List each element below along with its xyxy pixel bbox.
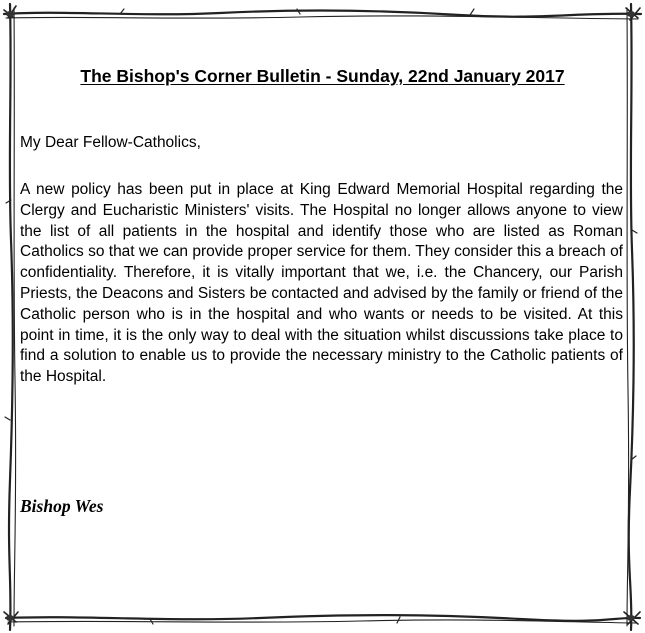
bulletin-title bbox=[0, 66, 645, 87]
salutation: My Dear Fellow-Catholics, bbox=[20, 134, 201, 151]
bulletin-title-text: The Bishop's Corner Bulletin - Sunday, 22nd January 2017 bbox=[80, 66, 565, 86]
bulletin-body: A new policy has been put in place at King Edward Memorial Hospital regarding the Clergy and Eucharistic Ministers' visits. The Hospital no longer allows anyone to view the list of all patients in the hospital and identify those who are listed as Roman Catholics so that we can provide proper service for them. They consider this a breach of confidentiality. Therefore, it is vitally important that we, i.e. the Chancery, our Parish Priests, the Deacons and Sisters be contacted and advised by the family or friend of the Catholic person who is in the hospital and who wants or needs to be visited. At this point in time, it is the only way to deal with the situation whilst discussions take place to find a solution to enable us to provide the necessary ministry to the Catholic patients of the Hospital. bbox=[20, 181, 623, 386]
signature: Bishop Wes bbox=[20, 496, 104, 516]
